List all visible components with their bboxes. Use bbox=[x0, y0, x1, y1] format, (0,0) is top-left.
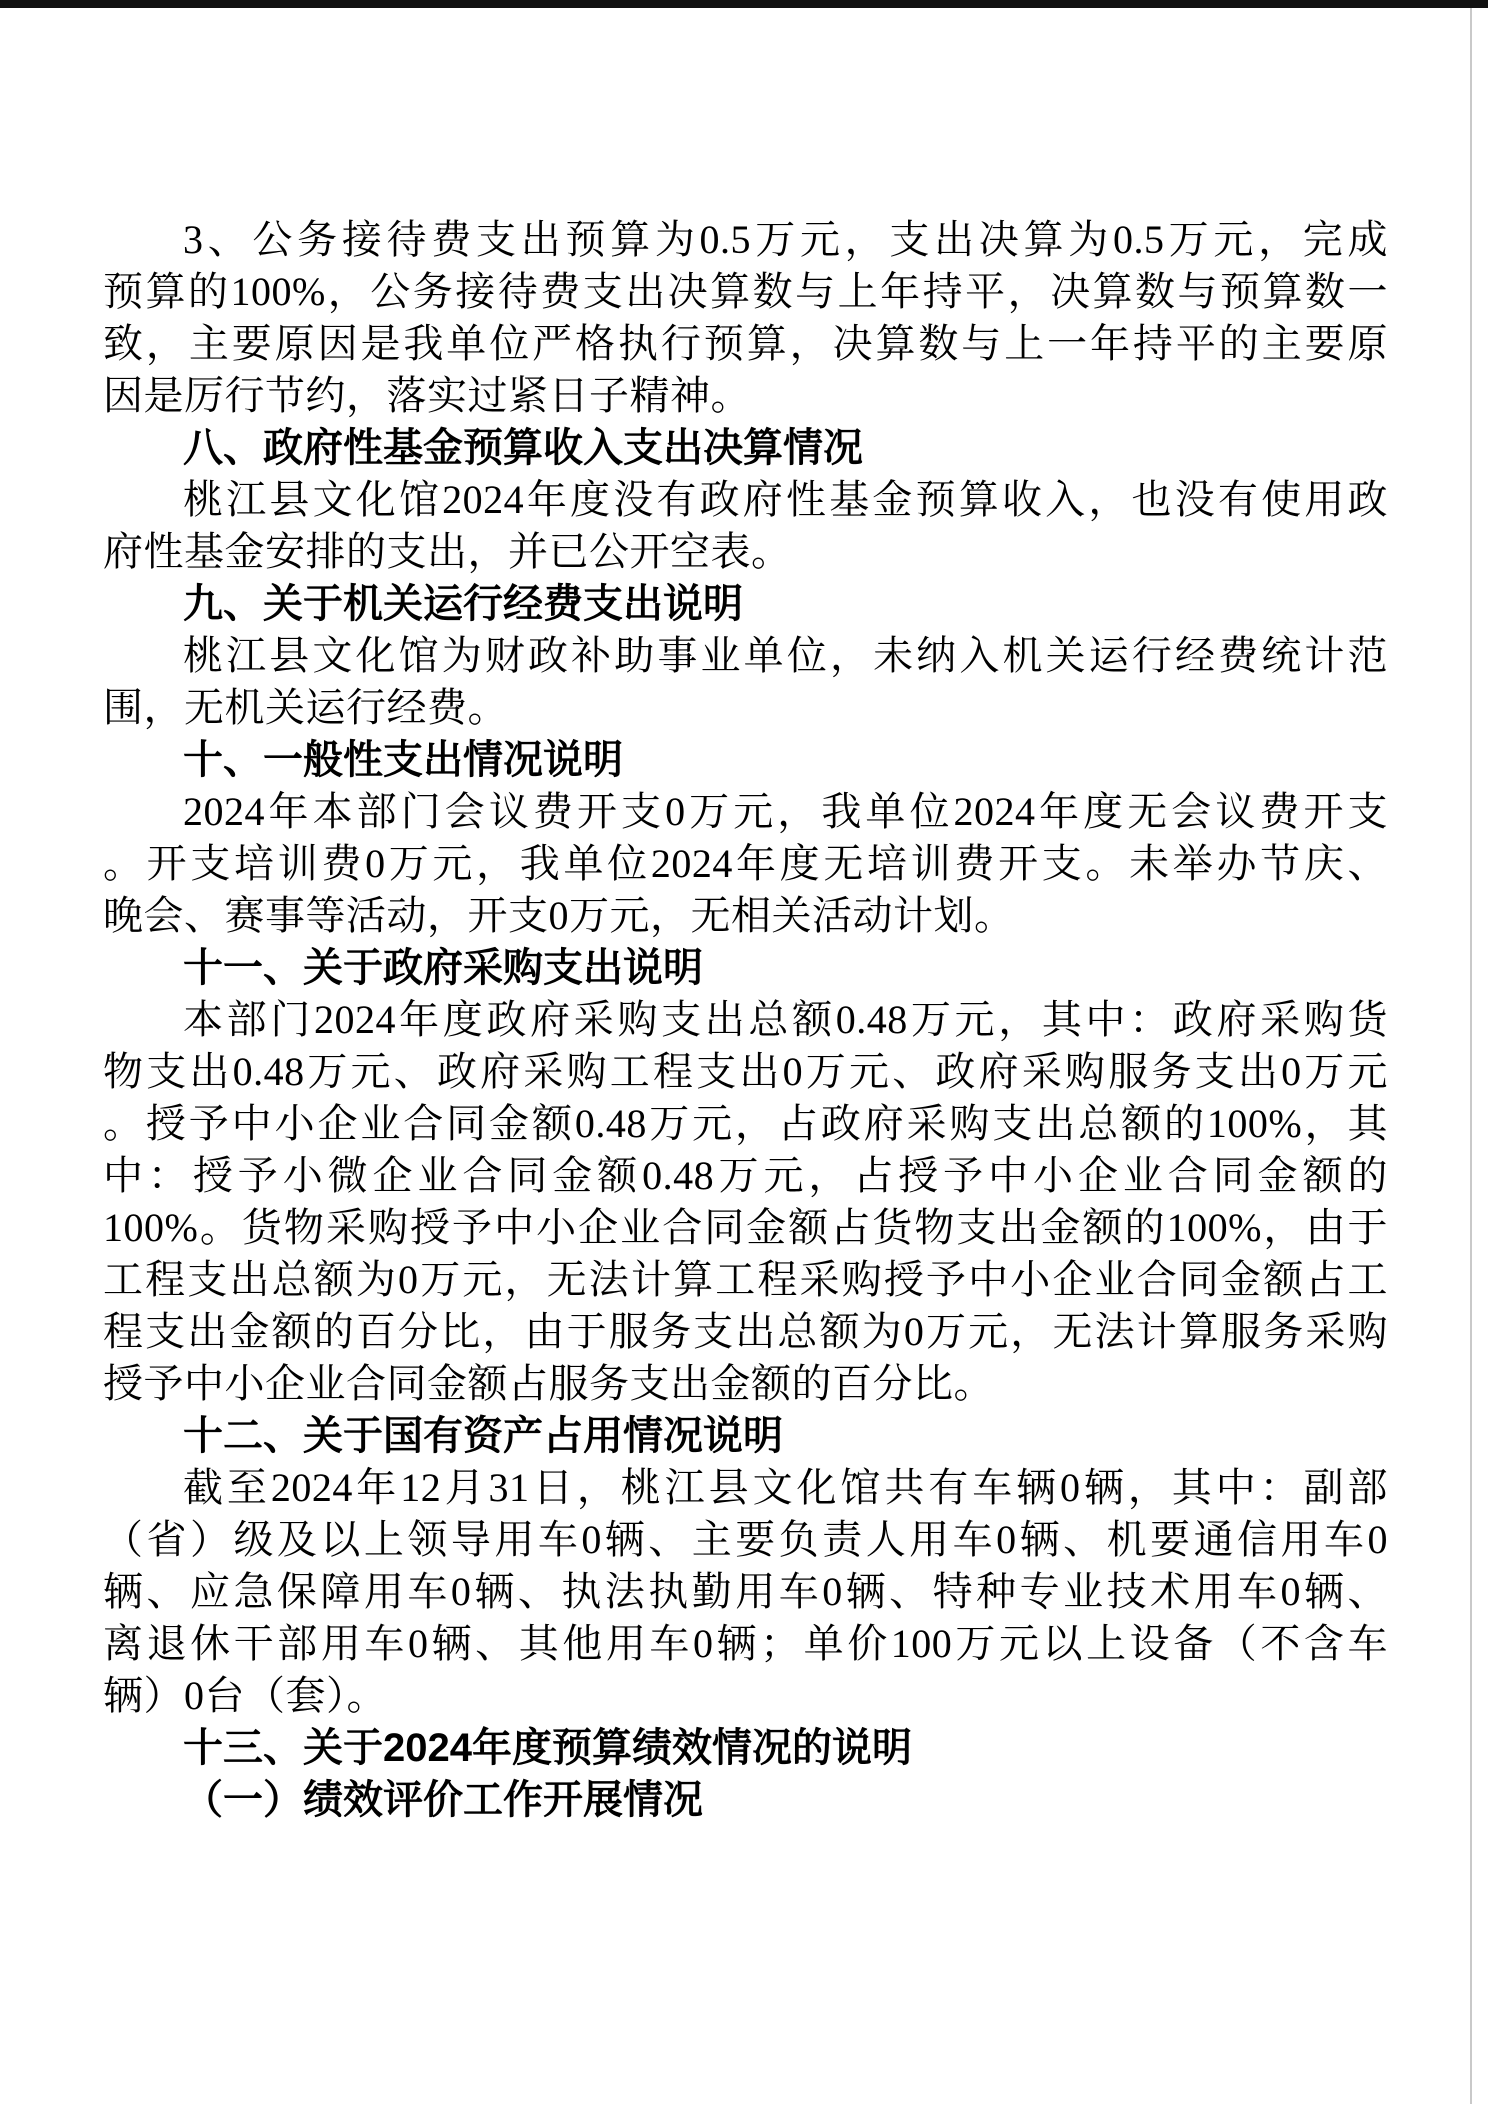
text-line: 离退休干部用车0辆、其他用车0辆；单价100万元以上设备（不含车 bbox=[103, 1621, 1388, 1666]
text-line: 辆、应急保障用车0辆、执法执勤用车0辆、特种专业技术用车0辆、 bbox=[103, 1569, 1388, 1614]
paragraph bbox=[103, 994, 1388, 1410]
text-line: 100%。货物采购授予中小企业合同金额占货物支出金额的100%，由于 bbox=[103, 1205, 1388, 1250]
section-heading bbox=[103, 422, 1388, 474]
text-line: 十一、关于政府采购支出说明 bbox=[183, 946, 703, 990]
text-line: 。开支培训费0万元，我单位2024年度无培训费开支。未举办节庆、 bbox=[103, 841, 1388, 886]
text-line: 授予中小企业合同金额占服务支出金额的百分比。 bbox=[103, 1361, 994, 1406]
text-line: 截至2024年12月31日，桃江县文化馆共有车辆0辆，其中：副部 bbox=[183, 1465, 1388, 1510]
text-line: 九、关于机关运行经费支出说明 bbox=[183, 582, 743, 626]
text-line: 2024年本部门会议费开支0万元，我单位2024年度无会议费开支 bbox=[183, 789, 1388, 834]
text-line: 中：授予小微企业合同金额0.48万元，占授予中小企业合同金额的 bbox=[103, 1153, 1388, 1198]
text-line: 3、公务接待费支出预算为0.5万元，支出决算为0.5万元，完成 bbox=[183, 217, 1388, 262]
text-line: 预算的100%，公务接待费支出决算数与上年持平，决算数与预算数一 bbox=[103, 269, 1388, 314]
section-heading bbox=[103, 734, 1388, 786]
text-line: 。授予中小企业合同金额0.48万元，占政府采购支出总额的100%，其 bbox=[103, 1101, 1388, 1146]
text-line: 辆）0台（套）。 bbox=[103, 1673, 387, 1718]
text-line: （省）级及以上领导用车0辆、主要负责人用车0辆、机要通信用车0 bbox=[103, 1517, 1388, 1562]
paragraph bbox=[103, 474, 1388, 578]
text-line: 物支出0.48万元、政府采购工程支出0万元、政府采购服务支出0万元 bbox=[103, 1049, 1388, 1094]
page-right-edge bbox=[1470, 8, 1472, 2104]
text-line: 桃江县文化馆为财政补助事业单位，未纳入机关运行经费统计范 bbox=[183, 633, 1388, 678]
text-line: 八、政府性基金预算收入支出决算情况 bbox=[183, 426, 863, 470]
paragraph bbox=[103, 630, 1388, 734]
document-body bbox=[103, 214, 1388, 1826]
section-heading bbox=[103, 578, 1388, 630]
paragraph bbox=[103, 786, 1388, 942]
text-line: 府性基金安排的支出，并已公开空表。 bbox=[103, 529, 792, 574]
text-line: （一）绩效评价工作开展情况 bbox=[183, 1778, 703, 1822]
text-line: 工程支出总额为0万元，无法计算工程采购授予中小企业合同金额占工 bbox=[103, 1257, 1388, 1302]
section-heading bbox=[103, 1774, 1388, 1826]
text-line: 因是厉行节约，落实过紧日子精神。 bbox=[103, 373, 751, 418]
text-line: 致，主要原因是我单位严格执行预算，决算数与上一年持平的主要原 bbox=[103, 321, 1388, 366]
text-line: 十三、关于2024年度预算绩效情况的说明 bbox=[183, 1726, 912, 1770]
section-heading bbox=[103, 942, 1388, 994]
text-line: 晚会、赛事等活动，开支0万元，无相关活动计划。 bbox=[103, 893, 1015, 938]
text-line: 十、一般性支出情况说明 bbox=[183, 738, 623, 782]
text-line: 桃江县文化馆2024年度没有政府性基金预算收入，也没有使用政 bbox=[183, 477, 1388, 522]
paragraph bbox=[103, 214, 1388, 422]
text-line: 程支出金额的百分比，由于服务支出总额为0万元，无法计算服务采购 bbox=[103, 1309, 1388, 1354]
paragraph bbox=[103, 1462, 1388, 1722]
section-heading bbox=[103, 1410, 1388, 1462]
text-line: 十二、关于国有资产占用情况说明 bbox=[183, 1414, 783, 1458]
page-top-border bbox=[0, 0, 1488, 8]
text-line: 本部门2024年度政府采购支出总额0.48万元，其中：政府采购货 bbox=[183, 997, 1388, 1042]
text-line: 围，无机关运行经费。 bbox=[103, 685, 508, 730]
section-heading bbox=[103, 1722, 1388, 1774]
